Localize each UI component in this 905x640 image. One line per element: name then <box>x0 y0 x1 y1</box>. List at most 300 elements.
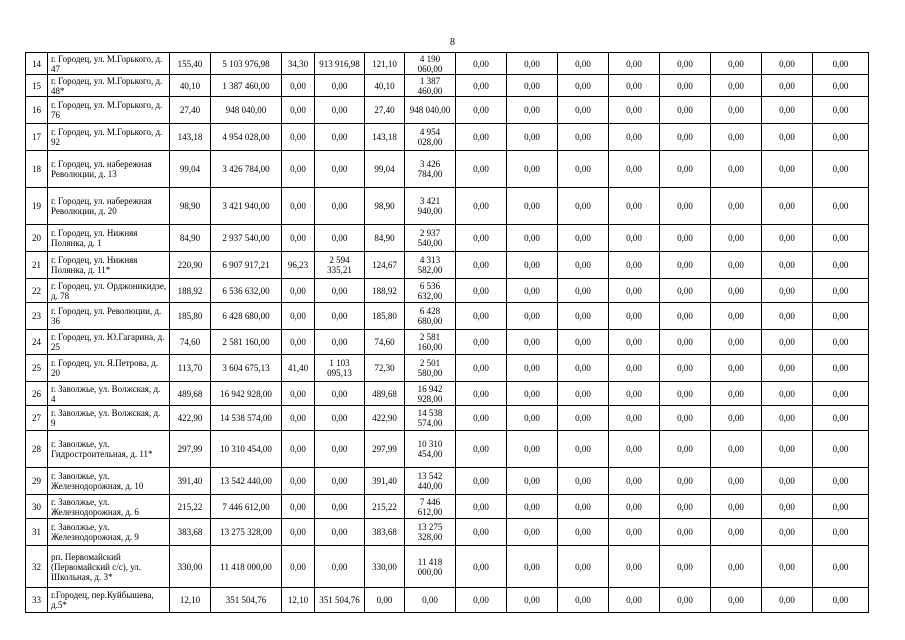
zero-value-cell: 0,00 <box>558 468 609 495</box>
cost-cell: 0,00 <box>315 406 365 431</box>
zero-value-cell: 0,00 <box>660 97 711 124</box>
total-area-cell: 99,04 <box>170 151 211 188</box>
address-cell: г. Городец, ул. Я.Петрова, д. 20 <box>48 355 170 382</box>
area-cell: 0,00 <box>282 519 315 546</box>
zero-value-cell: 0,00 <box>762 151 813 188</box>
cost-cell: 6 428 680,00 <box>405 303 456 330</box>
area-cell: 0,00 <box>282 468 315 495</box>
zero-value-cell: 0,00 <box>507 188 558 225</box>
zero-value-cell: 0,00 <box>762 431 813 468</box>
page-number: 8 <box>450 37 455 48</box>
cost-cell: 3 426 784,00 <box>405 151 456 188</box>
zero-value-cell: 0,00 <box>660 279 711 303</box>
area-cell: 84,90 <box>365 225 405 252</box>
row-number-cell: 23 <box>26 303 48 330</box>
total-area-cell: 113,70 <box>170 355 211 382</box>
zero-value-cell: 0,00 <box>507 303 558 330</box>
row-number-cell: 14 <box>26 53 48 75</box>
address-cell: г. Городец, ул. Нижняя Полянка, д. 11* <box>48 252 170 279</box>
zero-value-cell: 0,00 <box>507 588 558 613</box>
zero-value-cell: 0,00 <box>558 97 609 124</box>
zero-value-cell: 0,00 <box>813 431 869 468</box>
cost-cell: 13 275 328,00 <box>405 519 456 546</box>
total-cost-cell: 6 907 917,21 <box>211 252 282 279</box>
zero-value-cell: 0,00 <box>813 279 869 303</box>
zero-value-cell: 0,00 <box>711 468 762 495</box>
zero-value-cell: 0,00 <box>813 519 869 546</box>
zero-value-cell: 0,00 <box>558 151 609 188</box>
zero-value-cell: 0,00 <box>609 495 660 519</box>
area-cell: 0,00 <box>282 124 315 151</box>
address-cell: г. Заволжье, ул. Волжская, д. 9 <box>48 406 170 431</box>
zero-value-cell: 0,00 <box>660 406 711 431</box>
zero-value-cell: 0,00 <box>558 53 609 75</box>
zero-value-cell: 0,00 <box>762 519 813 546</box>
zero-value-cell: 0,00 <box>813 495 869 519</box>
area-cell: 0,00 <box>282 495 315 519</box>
zero-value-cell: 0,00 <box>558 588 609 613</box>
zero-value-cell: 0,00 <box>507 546 558 588</box>
zero-value-cell: 0,00 <box>660 75 711 97</box>
zero-value-cell: 0,00 <box>660 330 711 355</box>
cost-cell: 948 040,00 <box>405 97 456 124</box>
zero-value-cell: 0,00 <box>507 330 558 355</box>
zero-value-cell: 0,00 <box>558 431 609 468</box>
zero-value-cell: 0,00 <box>660 124 711 151</box>
row-number-cell: 27 <box>26 406 48 431</box>
zero-value-cell: 0,00 <box>813 546 869 588</box>
total-area-cell: 489,68 <box>170 382 211 406</box>
address-cell: г. Заволжье, ул. Волжская, д. 4 <box>48 382 170 406</box>
zero-value-cell: 0,00 <box>558 519 609 546</box>
zero-value-cell: 0,00 <box>558 495 609 519</box>
total-area-cell: 143,18 <box>170 124 211 151</box>
table-row <box>26 382 869 406</box>
zero-value-cell: 0,00 <box>711 495 762 519</box>
zero-value-cell: 0,00 <box>609 468 660 495</box>
zero-value-cell: 0,00 <box>609 75 660 97</box>
zero-value-cell: 0,00 <box>660 468 711 495</box>
zero-value-cell: 0,00 <box>456 546 507 588</box>
area-cell: 0,00 <box>282 279 315 303</box>
area-cell: 0,00 <box>282 225 315 252</box>
row-number-cell: 16 <box>26 97 48 124</box>
zero-value-cell: 0,00 <box>813 382 869 406</box>
zero-value-cell: 0,00 <box>507 519 558 546</box>
cost-cell: 0,00 <box>315 382 365 406</box>
cost-cell: 0,00 <box>315 97 365 124</box>
total-cost-cell: 6 536 632,00 <box>211 279 282 303</box>
zero-value-cell: 0,00 <box>711 546 762 588</box>
zero-value-cell: 0,00 <box>456 468 507 495</box>
cost-cell: 4 313 582,00 <box>405 252 456 279</box>
area-cell: 72,30 <box>365 355 405 382</box>
zero-value-cell: 0,00 <box>558 124 609 151</box>
table-row <box>26 75 869 97</box>
zero-value-cell: 0,00 <box>507 355 558 382</box>
zero-value-cell: 0,00 <box>660 151 711 188</box>
total-cost-cell: 13 275 328,00 <box>211 519 282 546</box>
address-cell: г.Городец, пер.Куйбышева, д.5* <box>48 588 170 613</box>
zero-value-cell: 0,00 <box>609 151 660 188</box>
zero-value-cell: 0,00 <box>507 124 558 151</box>
cost-cell: 4 190 060,00 <box>405 53 456 75</box>
total-cost-cell: 5 103 976,98 <box>211 53 282 75</box>
total-area-cell: 40,10 <box>170 75 211 97</box>
area-cell: 0,00 <box>365 588 405 613</box>
area-cell: 0,00 <box>282 151 315 188</box>
zero-value-cell: 0,00 <box>609 279 660 303</box>
zero-value-cell: 0,00 <box>711 188 762 225</box>
table-row <box>26 546 869 588</box>
zero-value-cell: 0,00 <box>558 303 609 330</box>
zero-value-cell: 0,00 <box>660 355 711 382</box>
row-number-cell: 33 <box>26 588 48 613</box>
zero-value-cell: 0,00 <box>507 151 558 188</box>
area-cell: 0,00 <box>282 303 315 330</box>
total-cost-cell: 948 040,00 <box>211 97 282 124</box>
area-cell: 34,30 <box>282 53 315 75</box>
zero-value-cell: 0,00 <box>507 225 558 252</box>
zero-value-cell: 0,00 <box>456 252 507 279</box>
zero-value-cell: 0,00 <box>507 53 558 75</box>
address-cell: г. Городец, ул. набережная Революции, д. 13 <box>48 151 170 188</box>
cost-cell: 14 538 574,00 <box>405 406 456 431</box>
zero-value-cell: 0,00 <box>711 252 762 279</box>
zero-value-cell: 0,00 <box>762 495 813 519</box>
zero-value-cell: 0,00 <box>456 53 507 75</box>
zero-value-cell: 0,00 <box>813 303 869 330</box>
zero-value-cell: 0,00 <box>456 588 507 613</box>
zero-value-cell: 0,00 <box>507 279 558 303</box>
zero-value-cell: 0,00 <box>711 519 762 546</box>
zero-value-cell: 0,00 <box>813 151 869 188</box>
total-cost-cell: 11 418 000,00 <box>211 546 282 588</box>
zero-value-cell: 0,00 <box>609 252 660 279</box>
area-cell: 143,18 <box>365 124 405 151</box>
zero-value-cell: 0,00 <box>660 303 711 330</box>
cost-cell: 1 387 460,00 <box>405 75 456 97</box>
area-cell: 422,90 <box>365 406 405 431</box>
zero-value-cell: 0,00 <box>507 75 558 97</box>
zero-value-cell: 0,00 <box>762 188 813 225</box>
total-cost-cell: 3 426 784,00 <box>211 151 282 188</box>
area-cell: 0,00 <box>282 546 315 588</box>
zero-value-cell: 0,00 <box>660 519 711 546</box>
zero-value-cell: 0,00 <box>456 151 507 188</box>
zero-value-cell: 0,00 <box>660 225 711 252</box>
zero-value-cell: 0,00 <box>456 75 507 97</box>
zero-value-cell: 0,00 <box>558 382 609 406</box>
table-body <box>26 53 869 613</box>
cost-cell: 0,00 <box>315 124 365 151</box>
cost-cell: 2 937 540,00 <box>405 225 456 252</box>
zero-value-cell: 0,00 <box>609 188 660 225</box>
cost-cell: 0,00 <box>315 431 365 468</box>
total-cost-cell: 13 542 440,00 <box>211 468 282 495</box>
total-area-cell: 74,60 <box>170 330 211 355</box>
cost-cell: 16 942 928,00 <box>405 382 456 406</box>
zero-value-cell: 0,00 <box>456 188 507 225</box>
zero-value-cell: 0,00 <box>609 303 660 330</box>
total-cost-cell: 4 954 028,00 <box>211 124 282 151</box>
total-cost-cell: 3 421 940,00 <box>211 188 282 225</box>
table-row <box>26 225 869 252</box>
total-cost-cell: 10 310 454,00 <box>211 431 282 468</box>
table-row <box>26 252 869 279</box>
cost-cell: 0,00 <box>315 303 365 330</box>
cost-cell: 0,00 <box>315 188 365 225</box>
zero-value-cell: 0,00 <box>762 382 813 406</box>
zero-value-cell: 0,00 <box>609 124 660 151</box>
table-row <box>26 468 869 495</box>
address-cell: г. Городец, ул. Нижняя Полянка, д. 1 <box>48 225 170 252</box>
row-number-cell: 30 <box>26 495 48 519</box>
area-cell: 99,04 <box>365 151 405 188</box>
table-row <box>26 97 869 124</box>
row-number-cell: 26 <box>26 382 48 406</box>
zero-value-cell: 0,00 <box>762 303 813 330</box>
zero-value-cell: 0,00 <box>456 519 507 546</box>
cost-cell: 0,00 <box>315 151 365 188</box>
zero-value-cell: 0,00 <box>711 151 762 188</box>
row-number-cell: 18 <box>26 151 48 188</box>
address-cell: г. Городец, ул. Орджоникидзе, д. 78 <box>48 279 170 303</box>
cost-cell: 0,00 <box>315 519 365 546</box>
zero-value-cell: 0,00 <box>609 431 660 468</box>
cost-cell: 7 446 612,00 <box>405 495 456 519</box>
cost-cell: 351 504,76 <box>315 588 365 613</box>
area-cell: 383,68 <box>365 519 405 546</box>
zero-value-cell: 0,00 <box>660 588 711 613</box>
zero-value-cell: 0,00 <box>507 468 558 495</box>
area-cell: 489,68 <box>365 382 405 406</box>
row-number-cell: 28 <box>26 431 48 468</box>
cost-cell: 0,00 <box>315 546 365 588</box>
zero-value-cell: 0,00 <box>558 330 609 355</box>
zero-value-cell: 0,00 <box>660 252 711 279</box>
zero-value-cell: 0,00 <box>456 382 507 406</box>
address-cell: г. Заволжье, ул. Железнодорожная, д. 10 <box>48 468 170 495</box>
total-area-cell: 27,40 <box>170 97 211 124</box>
zero-value-cell: 0,00 <box>762 279 813 303</box>
cost-cell: 3 421 940,00 <box>405 188 456 225</box>
total-cost-cell: 2 937 540,00 <box>211 225 282 252</box>
address-cell: г. Заволжье, ул. Железнодорожная, д. 6 <box>48 495 170 519</box>
zero-value-cell: 0,00 <box>609 355 660 382</box>
address-cell: г. Городец, ул. Революции, д. 36 <box>48 303 170 330</box>
address-cell: г. Городец, ул. М.Горького, д. 47 <box>48 53 170 75</box>
area-cell: 74,60 <box>365 330 405 355</box>
row-number-cell: 19 <box>26 188 48 225</box>
zero-value-cell: 0,00 <box>762 252 813 279</box>
zero-value-cell: 0,00 <box>813 53 869 75</box>
zero-value-cell: 0,00 <box>456 124 507 151</box>
area-cell: 185,80 <box>365 303 405 330</box>
total-cost-cell: 14 538 574,00 <box>211 406 282 431</box>
area-cell: 40,10 <box>365 75 405 97</box>
cost-cell: 913 916,98 <box>315 53 365 75</box>
zero-value-cell: 0,00 <box>507 431 558 468</box>
zero-value-cell: 0,00 <box>660 53 711 75</box>
cost-cell: 0,00 <box>315 495 365 519</box>
table-row <box>26 53 869 75</box>
table-row <box>26 519 869 546</box>
row-number-cell: 15 <box>26 75 48 97</box>
total-area-cell: 383,68 <box>170 519 211 546</box>
area-cell: 0,00 <box>282 406 315 431</box>
row-number-cell: 17 <box>26 124 48 151</box>
address-cell: г. Городец, ул. набережная Революции, д. 20 <box>48 188 170 225</box>
zero-value-cell: 0,00 <box>813 225 869 252</box>
zero-value-cell: 0,00 <box>507 252 558 279</box>
table-row <box>26 124 869 151</box>
housing-table <box>25 52 869 613</box>
zero-value-cell: 0,00 <box>762 75 813 97</box>
cost-cell: 0,00 <box>315 468 365 495</box>
zero-value-cell: 0,00 <box>711 382 762 406</box>
zero-value-cell: 0,00 <box>558 546 609 588</box>
zero-value-cell: 0,00 <box>711 225 762 252</box>
table-row <box>26 303 869 330</box>
zero-value-cell: 0,00 <box>711 431 762 468</box>
zero-value-cell: 0,00 <box>558 225 609 252</box>
zero-value-cell: 0,00 <box>609 546 660 588</box>
zero-value-cell: 0,00 <box>609 53 660 75</box>
table-row <box>26 588 869 613</box>
zero-value-cell: 0,00 <box>711 75 762 97</box>
zero-value-cell: 0,00 <box>813 468 869 495</box>
zero-value-cell: 0,00 <box>609 382 660 406</box>
zero-value-cell: 0,00 <box>609 519 660 546</box>
area-cell: 0,00 <box>282 330 315 355</box>
address-cell: г. Городец, ул. М.Горького, д. 76 <box>48 97 170 124</box>
area-cell: 0,00 <box>282 75 315 97</box>
zero-value-cell: 0,00 <box>507 97 558 124</box>
address-cell: г. Городец, ул. Ю.Гагарина, д. 25 <box>48 330 170 355</box>
total-cost-cell: 3 604 675,13 <box>211 355 282 382</box>
area-cell: 0,00 <box>282 382 315 406</box>
row-number-cell: 25 <box>26 355 48 382</box>
zero-value-cell: 0,00 <box>813 355 869 382</box>
zero-value-cell: 0,00 <box>660 546 711 588</box>
total-area-cell: 422,90 <box>170 406 211 431</box>
area-cell: 124,67 <box>365 252 405 279</box>
zero-value-cell: 0,00 <box>762 97 813 124</box>
row-number-cell: 24 <box>26 330 48 355</box>
zero-value-cell: 0,00 <box>507 406 558 431</box>
zero-value-cell: 0,00 <box>456 406 507 431</box>
address-cell: г. Городец, ул. М.Горького, д. 92 <box>48 124 170 151</box>
zero-value-cell: 0,00 <box>762 53 813 75</box>
area-cell: 0,00 <box>282 97 315 124</box>
zero-value-cell: 0,00 <box>813 406 869 431</box>
zero-value-cell: 0,00 <box>660 495 711 519</box>
table-row <box>26 330 869 355</box>
zero-value-cell: 0,00 <box>813 97 869 124</box>
total-area-cell: 391,40 <box>170 468 211 495</box>
cost-cell: 10 310 454,00 <box>405 431 456 468</box>
total-cost-cell: 1 387 460,00 <box>211 75 282 97</box>
zero-value-cell: 0,00 <box>813 124 869 151</box>
cost-cell: 2 501 580,00 <box>405 355 456 382</box>
total-cost-cell: 351 504,76 <box>211 588 282 613</box>
cost-cell: 0,00 <box>315 225 365 252</box>
zero-value-cell: 0,00 <box>558 406 609 431</box>
zero-value-cell: 0,00 <box>507 382 558 406</box>
zero-value-cell: 0,00 <box>711 97 762 124</box>
total-area-cell: 220,90 <box>170 252 211 279</box>
zero-value-cell: 0,00 <box>711 279 762 303</box>
table-row <box>26 406 869 431</box>
area-cell: 121,10 <box>365 53 405 75</box>
zero-value-cell: 0,00 <box>711 124 762 151</box>
cost-cell: 2 594 335,21 <box>315 252 365 279</box>
zero-value-cell: 0,00 <box>609 97 660 124</box>
address-cell: рп. Первомайский (Первомайский с/с), ул. Школьная, д. 3* <box>48 546 170 588</box>
zero-value-cell: 0,00 <box>558 355 609 382</box>
area-cell: 96,23 <box>282 252 315 279</box>
row-number-cell: 32 <box>26 546 48 588</box>
area-cell: 391,40 <box>365 468 405 495</box>
zero-value-cell: 0,00 <box>711 588 762 613</box>
cost-cell: 0,00 <box>315 75 365 97</box>
area-cell: 215,22 <box>365 495 405 519</box>
cost-cell: 2 581 160,00 <box>405 330 456 355</box>
zero-value-cell: 0,00 <box>456 355 507 382</box>
area-cell: 98,90 <box>365 188 405 225</box>
zero-value-cell: 0,00 <box>558 188 609 225</box>
cost-cell: 13 542 440,00 <box>405 468 456 495</box>
total-area-cell: 297,99 <box>170 431 211 468</box>
area-cell: 330,00 <box>365 546 405 588</box>
area-cell: 0,00 <box>282 431 315 468</box>
cost-cell: 0,00 <box>405 588 456 613</box>
total-area-cell: 188,92 <box>170 279 211 303</box>
zero-value-cell: 0,00 <box>660 382 711 406</box>
row-number-cell: 29 <box>26 468 48 495</box>
area-cell: 12,10 <box>282 588 315 613</box>
zero-value-cell: 0,00 <box>762 355 813 382</box>
total-area-cell: 12,10 <box>170 588 211 613</box>
zero-value-cell: 0,00 <box>711 53 762 75</box>
row-number-cell: 31 <box>26 519 48 546</box>
table-row <box>26 279 869 303</box>
area-cell: 0,00 <box>282 188 315 225</box>
zero-value-cell: 0,00 <box>456 303 507 330</box>
total-area-cell: 215,22 <box>170 495 211 519</box>
area-cell: 297,99 <box>365 431 405 468</box>
zero-value-cell: 0,00 <box>456 279 507 303</box>
total-area-cell: 84,90 <box>170 225 211 252</box>
zero-value-cell: 0,00 <box>813 588 869 613</box>
zero-value-cell: 0,00 <box>456 330 507 355</box>
zero-value-cell: 0,00 <box>762 468 813 495</box>
zero-value-cell: 0,00 <box>609 330 660 355</box>
cost-cell: 0,00 <box>315 279 365 303</box>
zero-value-cell: 0,00 <box>762 124 813 151</box>
zero-value-cell: 0,00 <box>813 75 869 97</box>
address-cell: г. Заволжье, ул. Железнодорожная, д. 9 <box>48 519 170 546</box>
total-cost-cell: 6 428 680,00 <box>211 303 282 330</box>
table-row <box>26 355 869 382</box>
zero-value-cell: 0,00 <box>456 495 507 519</box>
zero-value-cell: 0,00 <box>813 330 869 355</box>
cost-cell: 6 536 632,00 <box>405 279 456 303</box>
cost-cell: 11 418 000,00 <box>405 546 456 588</box>
zero-value-cell: 0,00 <box>456 225 507 252</box>
total-cost-cell: 2 581 160,00 <box>211 330 282 355</box>
